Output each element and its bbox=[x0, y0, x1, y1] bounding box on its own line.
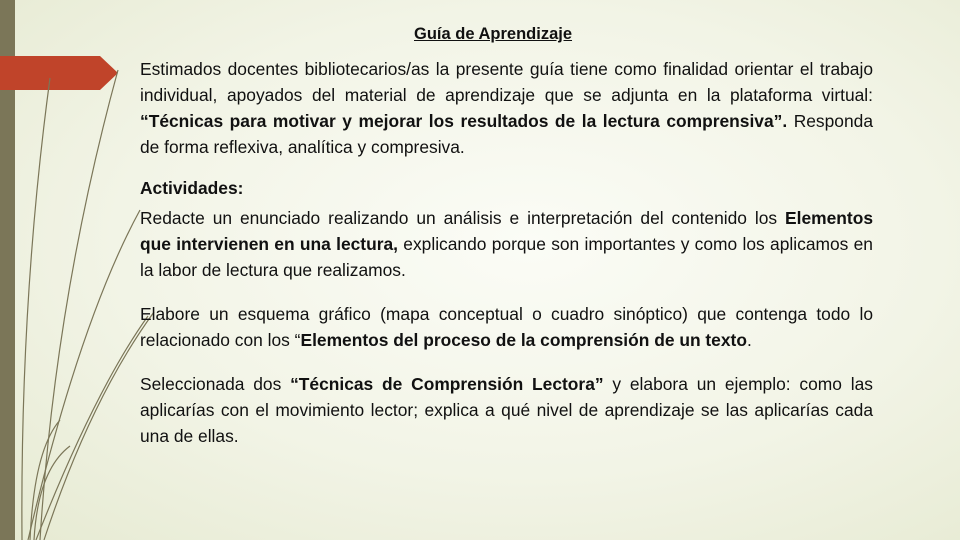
activities-heading: Actividades: bbox=[140, 178, 244, 198]
activity-3-text-1: Seleccionada dos bbox=[140, 374, 291, 394]
intro-paragraph bbox=[140, 56, 873, 160]
page-title: Guía de Aprendizaje bbox=[414, 25, 573, 43]
intro-text-3: Responda de forma reflexiva, analítica y compresiva. bbox=[140, 111, 873, 157]
activity-2-text-3: . bbox=[746, 330, 752, 350]
intro-bold-title: “Técnicas para motivar y mejorar los resultados de la lectura comprensiva”. bbox=[140, 111, 788, 131]
left-sidebar-bar bbox=[0, 0, 15, 540]
activity-3-text-3: y elabora un ejemplo: como las aplicarías con el movimiento lector; explica a qué nivel de aprendizaje se las aplicarías cada una de ellas. bbox=[140, 374, 873, 446]
red-arrow-shape bbox=[0, 56, 118, 90]
activity-2-bold: Elementos del proceso de la comprensión de un texto bbox=[300, 330, 747, 350]
activity-3-paragraph bbox=[140, 371, 873, 449]
activity-1-paragraph bbox=[140, 205, 873, 283]
intro-text-1: Estimados docentes bibliotecarios/as la presente guía tiene como finalidad orientar el trabajo individual, apoyados del material de aprendizaje que se adjunta en la plataforma virtual: bbox=[140, 59, 873, 105]
activity-1-text-1: Redacte un enunciado realizando un análisis e interpretación del contenido los bbox=[140, 208, 786, 228]
activity-1-text-3: explicando porque son importantes y como los aplicamos en la labor de lectura que realizamos. bbox=[140, 234, 873, 280]
document-body bbox=[140, 56, 873, 449]
activity-2-paragraph bbox=[140, 301, 873, 353]
activity-1-bold: Elementos que intervienen en una lectura, bbox=[140, 208, 873, 254]
activity-2-text-1: Elabore un esquema gráfico (mapa conceptual o cuadro sinóptico) que contenga todo lo relacionado con los “ bbox=[140, 304, 873, 350]
activity-3-bold: “Técnicas de Comprensión Lectora” bbox=[290, 374, 604, 394]
